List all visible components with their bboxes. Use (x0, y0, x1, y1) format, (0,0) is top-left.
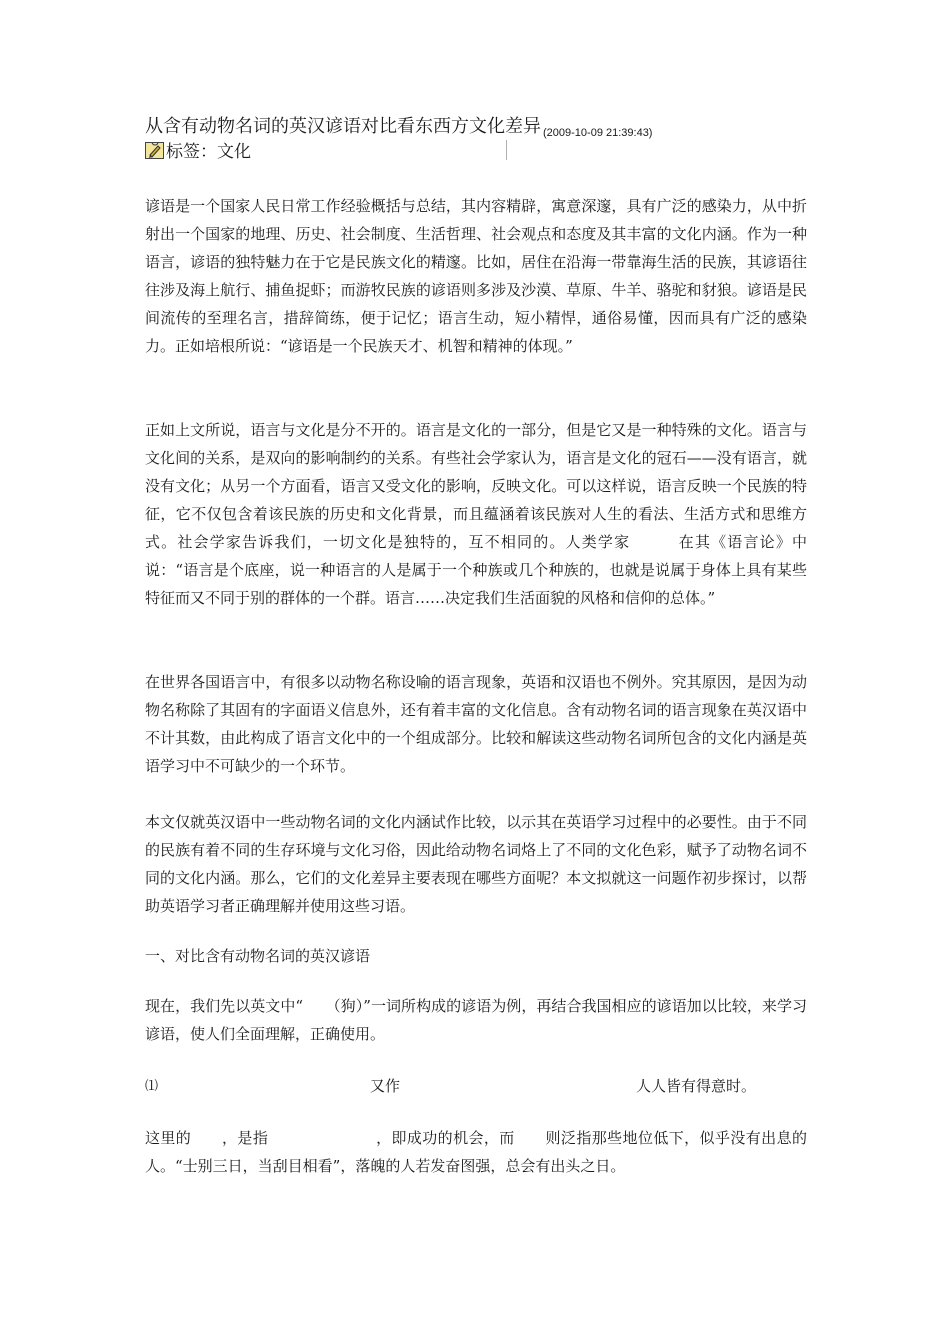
paragraph-example-explanation: 这里的 ，是指 ，即成功的机会，而 则泛指那些地位低下，似乎没有出息的人。“士别三日，当刮目相看”，落魄的人若发奋图强，总会有出头之日。 (145, 1129, 807, 1175)
tag-edit-icon (145, 142, 164, 159)
blog-post-title (145, 113, 652, 143)
paragraph-animal-names: 在世界各国语言中，有很多以动物名称设喻的语言现象，英语和汉语也不例外。究其原因，是因为动物名称除了其固有的字面语义信息外，还有着丰富的文化信息。含有动物名词的语言现象在英汉语中不计其数，由此构成了语言文化中的一个组成部分。比较和解读这些动物名词所包含的文化内涵是英语学习中不可缺少的一个环节。 (145, 673, 807, 775)
paragraph-dog-example: 现在，我们先以英文中“ （狗）”一词所构成的谚语为例，再结合我国相应的谚语加以比较，来学习谚语，使人们全面理解，正确使用。 (145, 997, 807, 1043)
tag-row (145, 141, 251, 165)
example-chinese-proverb: 人人皆有得意时。 (636, 1077, 757, 1095)
paragraph-purpose: 本文仅就英汉语中一些动物名词的文化内涵试作比较，以示其在英语学习过程中的必要性。由于不同的民族有着不同的生存环境与文化习俗，因此给动物名词烙上了不同的文化色彩，赋予了动物名词不同的文化内涵。那么，它们的文化差异主要表现在哪些方面呢？本文拟就这一问题作初步探讨，以帮助英语学习者正确理解并使用这些习语。 (145, 813, 807, 915)
post-date: (2009-10-09 21:39:43) (543, 127, 653, 139)
example-also-label: 又作 (370, 1077, 401, 1095)
section-heading: 一、对比含有动物名词的英汉谚语 (145, 947, 371, 965)
paragraph-proverbs-intro: 谚语是一个国家人民日常工作经验概括与总结，其内容精辟，寓意深邃，具有广泛的感染力，从中折射出一个国家的地理、历史、社会制度、生活哲理、社会观点和态度及其丰富的文化内涵。作为一种语言，谚语的独特魅力在于它是民族文化的精邃。比如，居住在沿海一带靠海生活的民族，其谚语往往涉及海上航行、捕鱼捉虾；而游牧民族的谚语则多涉及沙漠、草原、牛羊、骆驼和豺狼。谚语是民间流传的至理名言，措辞简练，便于记忆；语言生动，短小精悍，通俗易懂，因而具有广泛的感染力。正如培根所说：“谚语是一个民族天才、机智和精神的体现。” (145, 197, 807, 355)
separator-bar (506, 140, 507, 160)
paragraph-language-culture: 正如上文所说，语言与文化是分不开的。语言是文化的一部分，但是它又是一种特殊的文化。语言与文化间的关系，是双向的影响制约的关系。有些社会学家认为，语言是文化的冠石——没有语言，就没有文化；从另一个方面看，语言又受文化的影响，反映文化。可以这样说，语言反映一个民族的特征，它不仅包含着该民族的历史和文化背景，而且蕴涵着该民族对人生的看法、生活方式和思维方式。社会学家告诉我们，一切文化是独特的，互不相同的。人类学家 在其《语言论》中说：“语言是个底座，说一种语言的人是属于一个种族或几个种族的，也就是说属于身体上具有某些特征而又不同于别的群体的一个群。语言……决定我们生活面貌的风格和信仰的总体。” (145, 421, 807, 607)
tag-label: 标签： (166, 142, 217, 162)
example-number: ⑴ (145, 1078, 159, 1093)
title-text: 从含有动物名词的英汉谚语对比看东西方文化差异 (145, 116, 541, 137)
tag-value[interactable]: 文化 (217, 142, 251, 162)
